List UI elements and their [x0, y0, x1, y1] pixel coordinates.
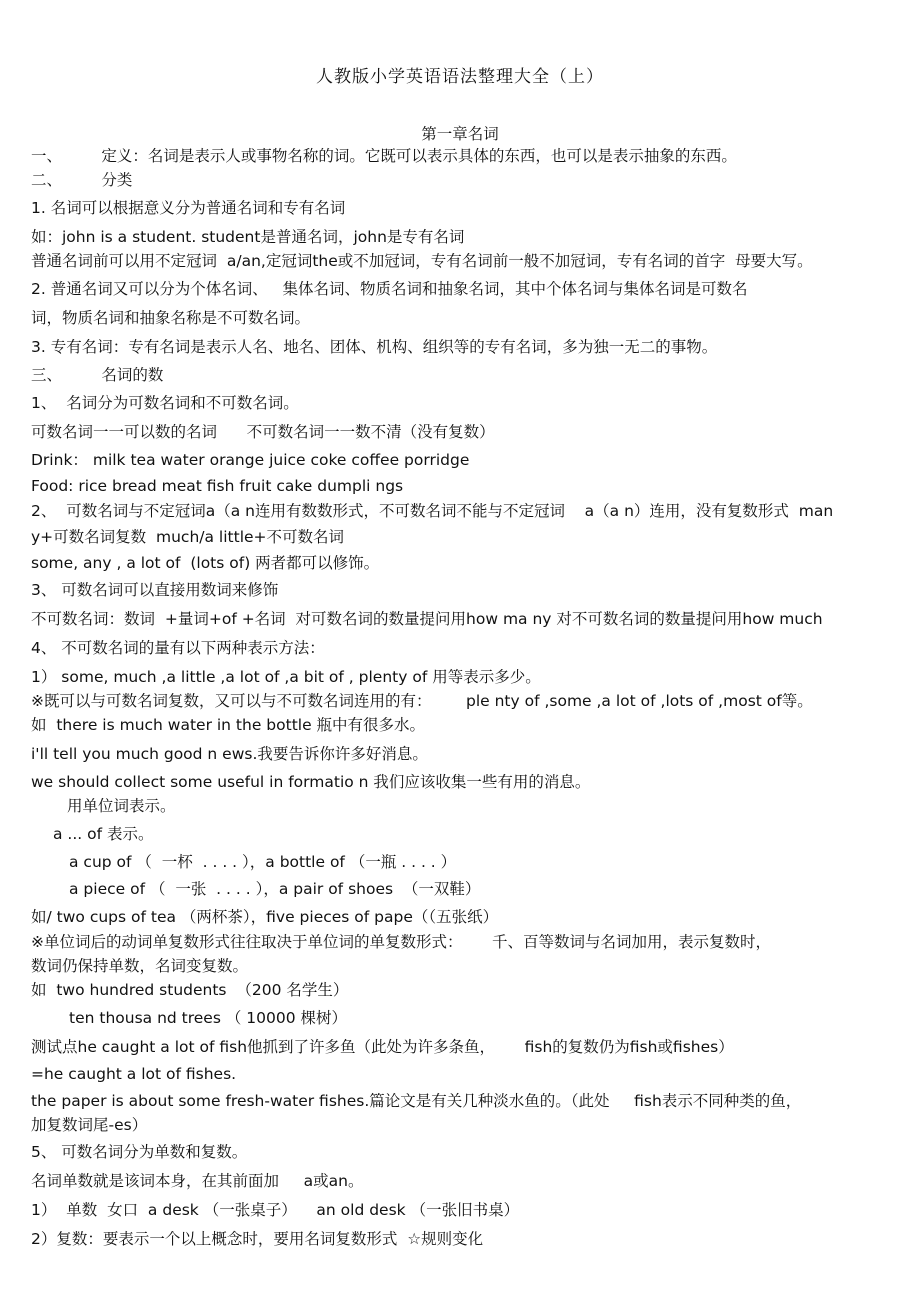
text-line: ※既可以与可数名词复数，又可以与不可数名词连用的有： ple nty of ,some ,a lot of ,lots of ,most of等。: [31, 692, 813, 710]
text-line: 数词仍保持单数，名词变复数。: [31, 957, 249, 975]
text-line: the paper is about some fresh-water fishes.篇论文是有关几种淡水鱼的。（此处 fish表示不同种类的鱼，: [31, 1092, 802, 1110]
text-line: we should collect some useful in formatio n 我们应该收集一些有用的消息。: [31, 773, 591, 791]
text-line: 用单位词表示。: [67, 797, 176, 815]
text-line: 2. 普通名词又可以分为个体名词、 集体名词、物质名词和抽象名词，其中个体名词与集体名词是可数名: [31, 280, 748, 298]
text-line: a piece of （ 一张 . . . . ），a pair of shoes （一双鞋）: [69, 880, 481, 898]
text-line: 1. 名词可以根据意义分为普通名词和专有名词: [31, 199, 346, 217]
text-line: Food: rice bread meat fish fruit cake dumpli ngs: [31, 477, 404, 495]
text-line: 加复数词尾-es）: [31, 1116, 148, 1134]
text-line: 如 there is much water in the bottle 瓶中有很多水。: [31, 716, 426, 734]
text-line: 5、 可数名词分为单数和复数。: [31, 1143, 248, 1161]
text-line: y+可数名词复数 much/a little+不可数名词: [31, 528, 345, 546]
text-line: 一、 定义：名词是表示人或事物名称的词。它既可以表示具体的东西，也可以是表示抽象的东西。: [31, 147, 737, 165]
text-line: 3、 可数名词可以直接用数词来修饰: [31, 581, 279, 599]
text-line: 1、 名词分为可数名词和不可数名词。: [31, 394, 299, 412]
text-line: 2）复数：要表示一个以上概念时，要用名词复数形式 ☆规则变化: [31, 1230, 484, 1248]
text-line: ten thousa nd trees （ 10000 棵树）: [69, 1009, 348, 1027]
text-line: some, any , a lot of (lots of) 两者都可以修饰。: [31, 554, 380, 572]
text-line: 3. 专有名词：专有名词是表示人名、地名、团体、机构、组织等的专有名词，多为独一无二的事物。: [31, 338, 718, 356]
text-line: 普通名词前可以用不定冠词 a/an,定冠词the或不加冠词，专有名词前一般不加冠词，专有名词的首字 母要大写。: [31, 252, 813, 270]
text-line: 1） 单数 女口 a desk （一张桌子） an old desk （一张旧书桌）: [31, 1201, 520, 1219]
text-line: i'll tell you much good n ews.我要告诉你许多好消息。: [31, 745, 428, 763]
text-line: 测试点he caught a lot of fish他抓到了许多鱼（此处为许多条鱼， fish的复数仍为fish或fishes）: [31, 1038, 734, 1056]
text-line: 2、 可数名词与不定冠词a（a n连用有数数形式，不可数名词不能与不定冠词 a（a n）连用，没有复数形式 man: [31, 502, 834, 520]
text-line: 如/ two cups of tea （两杯茶），five pieces of pape（（五张纸）: [31, 908, 499, 926]
text-line: =he caught a lot of fishes.: [31, 1065, 237, 1083]
text-line: 三、 名词的数: [31, 366, 164, 384]
text-line: 词，物质名词和抽象名称是不可数名词。: [31, 309, 311, 327]
text-line: a ... of 表示。: [53, 825, 154, 843]
chapter-heading: 第一章名词: [421, 125, 499, 143]
text-line: 可数名词一一可以数的名词 不可数名词一一数不清（没有复数）: [31, 423, 495, 441]
text-line: 如：john is a student. student是普通名词，john是专有名词: [31, 228, 465, 246]
text-line: ※单位词后的动词单复数形式往往取决于单位词的单复数形式： 千、百等数词与名词加用，表示复数时，: [31, 933, 772, 951]
text-line: 二、 分类: [31, 171, 133, 189]
text-line: 名词单数就是该词本身，在其前面加 a或an。: [31, 1172, 364, 1190]
text-line: 如 two hundred students （200 名学生）: [31, 981, 349, 999]
text-line: a cup of （ 一杯 . . . . ），a bottle of （一瓶 . . . . ）: [69, 853, 457, 871]
text-line: 4、 不可数名词的量有以下两种表示方法：: [31, 639, 325, 657]
document-title: 人教版小学英语语法整理大全（上）: [316, 67, 604, 87]
text-line: Drink： milk tea water orange juice coke coffee porridge: [31, 451, 470, 469]
text-line: 1） some, much ,a little ,a lot of ,a bit of , plenty of 用等表示多少。: [31, 668, 541, 686]
text-line: 不可数名词：数词 +量词+of +名词 对可数名词的数量提问用how ma ny 对不可数名词的数量提问用how much: [31, 610, 823, 628]
